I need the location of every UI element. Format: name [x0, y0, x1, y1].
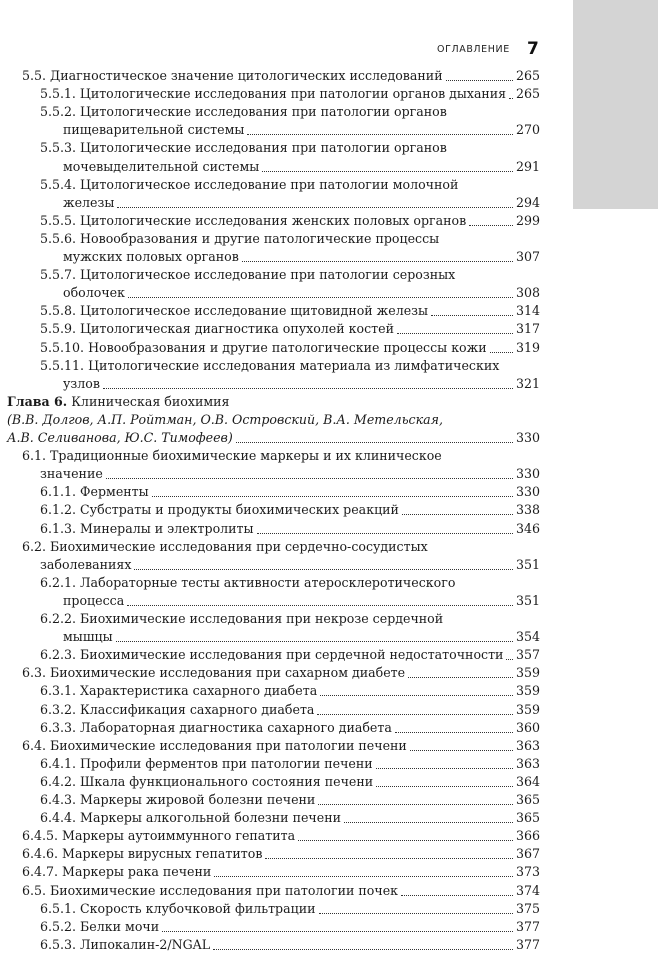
toc-entry-title — [40, 357, 499, 375]
toc-page-number: 265 — [515, 86, 540, 102]
toc-entry-title — [22, 882, 398, 900]
toc-entry-title — [40, 339, 487, 357]
toc-entry — [40, 230, 540, 248]
toc-page-number: 294 — [515, 194, 540, 210]
toc-entry-text: железы — [63, 194, 115, 210]
toc-entry-title — [40, 900, 316, 918]
toc-entry-title — [40, 212, 466, 230]
dot-leader — [247, 134, 513, 135]
toc-page-number: 375 — [515, 900, 540, 916]
toc-entry — [40, 357, 540, 375]
toc-entry-text: узлов — [63, 375, 100, 391]
toc-entry — [40, 520, 540, 538]
toc-entry — [63, 284, 540, 302]
dot-leader — [509, 98, 513, 99]
toc-entry-text: 6.2.1. Лабораторные тесты активности атеросклеротического — [40, 574, 456, 590]
toc-page-number: 351 — [515, 556, 540, 572]
toc-entry-title — [40, 936, 210, 954]
toc-page-number: 364 — [515, 773, 540, 789]
toc-page-number: 359 — [515, 665, 540, 681]
toc-entry-text: значение — [40, 466, 103, 482]
toc-entry-text: 6.4. Биохимические исследования при патологии печени — [22, 737, 407, 753]
toc-entry-title — [40, 520, 254, 538]
toc-page-number: 321 — [515, 375, 540, 391]
dot-leader — [152, 496, 513, 497]
toc-entry-title — [40, 701, 314, 719]
dot-leader — [395, 732, 513, 733]
toc-entry-text: мужских половых органов — [63, 249, 239, 264]
toc-page-number: 359 — [515, 683, 540, 699]
toc-entry-title — [40, 918, 159, 936]
toc-entry — [40, 320, 540, 338]
toc-entry-text: 6.3.1. Характеристика сахарного диабета — [40, 683, 318, 699]
toc-page-number: 299 — [515, 212, 540, 228]
toc-entry — [63, 121, 540, 139]
dot-leader — [262, 171, 513, 172]
toc-entry — [40, 610, 540, 628]
dot-leader — [397, 333, 513, 334]
toc-entry — [22, 447, 540, 465]
toc-entry — [40, 646, 540, 664]
toc-page-number: 374 — [515, 882, 540, 898]
table-of-contents — [0, 63, 658, 952]
toc-entry-title — [40, 809, 341, 827]
toc-entry-text: 6.5.2. Белки мочи — [40, 918, 160, 934]
toc-entry-title — [40, 682, 317, 700]
dot-leader — [265, 858, 513, 859]
toc-entry-text: пищеварительной системы — [63, 122, 245, 138]
dot-leader — [469, 225, 513, 226]
dot-leader — [431, 315, 513, 316]
toc-entry-text: 5.5.11. Цитологические исследования материала из лимфатических — [40, 357, 500, 373]
dot-leader — [317, 714, 513, 715]
toc-entry — [40, 212, 540, 230]
toc-entry — [22, 882, 540, 900]
toc-entry-title — [40, 176, 458, 194]
toc-entry-text: 6.1.1. Ферменты — [40, 484, 149, 500]
toc-entry — [40, 501, 540, 519]
toc-entry-title — [40, 103, 447, 121]
toc-page-number: 377 — [515, 936, 540, 952]
running-header-title: ОГЛАВЛЕНИЕ — [437, 44, 510, 55]
toc-entry-text: заболеваниях — [40, 556, 132, 572]
toc-entry — [63, 158, 540, 176]
toc-entry-text: 6.4.7. Маркеры рака печени — [22, 864, 212, 880]
dot-leader — [117, 207, 513, 208]
dot-leader — [116, 641, 513, 642]
toc-entry-text: 5.5.2. Цитологические исследования при патологии органов — [40, 104, 447, 120]
toc-entry — [40, 139, 540, 157]
dot-leader — [214, 876, 513, 877]
toc-entry-title — [22, 827, 295, 845]
dot-leader — [134, 569, 513, 570]
toc-entry-text: 5.5.9. Цитологическая диагностика опухолей костей — [40, 321, 394, 337]
toc-entry-title — [22, 67, 443, 85]
toc-entry-text: 5.5.8. Цитологическое исследование щитовидной железы — [40, 303, 429, 319]
dot-leader — [446, 80, 513, 81]
toc-entry — [40, 900, 540, 918]
toc-entry-text: мочевыделительной системы — [63, 158, 260, 174]
toc-entry — [40, 339, 540, 357]
toc-page-number: 359 — [515, 701, 540, 717]
toc-page-number: 366 — [515, 828, 540, 844]
toc-entry-text: 6.4.6. Маркеры вирусных гепатитов — [22, 846, 263, 862]
toc-entry — [40, 936, 540, 954]
toc-entry — [40, 465, 540, 483]
toc-entry-text: 6.5. Биохимические исследования при патологии почек — [22, 882, 399, 898]
toc-entry-title — [22, 447, 442, 465]
dot-leader — [401, 895, 513, 896]
toc-entry-text: 5.5.10. Новообразования и другие патологические процессы кожи — [40, 339, 487, 355]
toc-page-number: 291 — [515, 158, 540, 174]
page-number: 7 — [527, 39, 539, 59]
toc-entry — [63, 194, 540, 212]
toc-entry-text: 5.5.4. Цитологическое исследование при патологии молочной — [40, 176, 459, 192]
toc-entry-text: 6.4.2. Шкала функционального состояния печени — [40, 773, 374, 789]
toc-page-number: 330 — [515, 430, 540, 445]
toc-entry-text: 6.2. Биохимические исследования при сердечно-сосудистых — [22, 538, 428, 554]
toc-page-number: 319 — [515, 339, 540, 355]
dot-leader — [257, 533, 513, 534]
toc-entry — [40, 302, 540, 320]
toc-page-number: 360 — [515, 719, 540, 735]
toc-entry-text: 6.5.1. Скорость клубочковой фильтрации — [40, 900, 316, 916]
toc-page-number: 373 — [515, 864, 540, 880]
toc-entry — [40, 918, 540, 936]
toc-entry — [63, 375, 540, 393]
toc-page-number: 330 — [515, 484, 540, 500]
toc-entry-text: 5.5.7. Цитологическое исследование при патологии серозных — [40, 267, 456, 283]
dot-leader — [320, 695, 513, 696]
toc-entry — [7, 393, 540, 411]
toc-page-number: 338 — [515, 502, 540, 518]
toc-entry-title — [7, 411, 443, 429]
toc-entry-title — [40, 556, 131, 574]
toc-entry-title — [40, 755, 373, 773]
toc-entry-text: 5.5.1. Цитологические исследования при патологии органов дыхания — [40, 86, 507, 102]
toc-entry-title — [63, 375, 100, 393]
page-header — [0, 40, 658, 62]
toc-entry-title — [40, 139, 447, 157]
toc-page-number: 377 — [515, 918, 540, 934]
toc-entry-text: 6.3.2. Классификация сахарного диабета — [40, 701, 315, 717]
toc-entry-title — [7, 429, 233, 447]
toc-entry-title — [40, 85, 506, 103]
toc-entry-text: оболочек — [63, 285, 125, 301]
toc-entry-title — [22, 845, 262, 863]
toc-entry-text: 6.3. Биохимические исследования при сахарном диабете — [22, 665, 406, 681]
dot-leader — [103, 388, 513, 389]
toc-entry-text: 6.4.1. Профили ферментов при патологии печени — [40, 755, 373, 771]
toc-entry — [7, 411, 540, 429]
toc-entry-title — [63, 194, 114, 212]
toc-page-number: 265 — [515, 68, 540, 83]
toc-entry — [22, 845, 540, 863]
toc-entry-title — [40, 465, 103, 483]
toc-page-number: 365 — [515, 810, 540, 826]
dot-leader — [402, 514, 513, 515]
toc-entry — [63, 628, 540, 646]
toc-entry-title — [63, 592, 124, 610]
dot-leader — [410, 750, 513, 751]
chapter-label: Глава 6. — [7, 393, 68, 409]
toc-entry — [40, 483, 540, 501]
toc-entry-text: 6.4.3. Маркеры жировой болезни печени — [40, 792, 316, 807]
toc-entry — [40, 103, 540, 121]
dot-leader — [298, 840, 513, 841]
toc-entry-title — [63, 284, 125, 302]
toc-entry — [22, 737, 540, 755]
toc-entry-title — [40, 230, 439, 248]
toc-entry-title — [22, 737, 407, 755]
toc-entry — [40, 176, 540, 194]
toc-entry — [40, 85, 540, 103]
toc-entry — [40, 556, 540, 574]
dot-leader — [106, 478, 513, 479]
toc-entry — [63, 248, 540, 266]
dot-leader — [236, 442, 513, 443]
toc-entry-text: 6.2.2. Биохимические исследования при некрозе сердечной — [40, 611, 444, 626]
toc-entry-title — [40, 483, 149, 501]
toc-entry — [22, 538, 540, 556]
dot-leader — [242, 261, 513, 262]
toc-entry — [22, 67, 540, 85]
toc-page-number: 363 — [515, 755, 540, 771]
toc-entry — [40, 701, 540, 719]
toc-entry-text: 6.1.3. Минералы и электролиты — [40, 520, 254, 536]
dot-leader — [162, 931, 513, 932]
toc-entry-title — [40, 610, 443, 628]
toc-entry-title — [40, 501, 399, 519]
dot-leader — [376, 786, 513, 787]
toc-entry — [22, 827, 540, 845]
dot-leader — [490, 352, 513, 353]
toc-page-number: 308 — [515, 285, 540, 301]
toc-entry-text: (В.В. Долгов, А.П. Ройтман, О.В. Островский, В.А. Метельская, — [7, 411, 443, 427]
toc-entry-title — [40, 773, 373, 791]
toc-page-number: 365 — [515, 792, 540, 807]
toc-page-number: 317 — [515, 321, 540, 337]
toc-entry — [40, 574, 540, 592]
toc-page-number: 307 — [515, 249, 540, 264]
toc-entry — [22, 664, 540, 682]
toc-entry-text: 5.5.3. Цитологические исследования при патологии органов — [40, 140, 447, 156]
toc-entry — [40, 773, 540, 791]
toc-entry-text: 6.3.3. Лабораторная диагностика сахарного диабета — [40, 719, 392, 735]
toc-entry-title — [63, 628, 113, 646]
toc-page-number: 346 — [515, 520, 540, 536]
toc-entry-title — [40, 719, 392, 737]
toc-page-number: 314 — [515, 303, 540, 319]
toc-entry-title — [22, 538, 428, 556]
dot-leader — [344, 822, 513, 823]
toc-entry-title — [40, 791, 315, 809]
toc-page-number: 351 — [515, 592, 540, 608]
toc-page-number: 363 — [515, 737, 540, 753]
toc-entry-title — [40, 320, 394, 338]
toc-entry-text: 5.5. Диагностическое значение цитологических исследований — [22, 68, 443, 83]
toc-page-number: 357 — [515, 647, 540, 663]
toc-entry-title — [40, 574, 455, 592]
dot-leader — [318, 804, 513, 805]
toc-entry — [63, 592, 540, 610]
toc-entry — [22, 863, 540, 881]
toc-entry — [40, 266, 540, 284]
toc-entry-text: 5.5.5. Цитологические исследования женских половых органов — [40, 212, 467, 228]
dot-leader — [213, 949, 513, 950]
toc-entry-title — [63, 248, 239, 266]
toc-entry-text: мышцы — [63, 629, 113, 645]
toc-entry-text: Клиническая биохимия — [67, 393, 230, 409]
toc-entry — [40, 809, 540, 827]
dot-leader — [319, 913, 513, 914]
toc-entry-text: 6.1.2. Субстраты и продукты биохимических реакций — [40, 502, 399, 518]
toc-entry — [40, 719, 540, 737]
toc-entry-title — [40, 646, 503, 664]
dot-leader — [506, 659, 513, 660]
toc-entry-text: 5.5.6. Новообразования и другие патологические процессы — [40, 230, 440, 246]
dot-leader — [376, 768, 513, 769]
toc-entry-text: процесса — [63, 592, 125, 608]
toc-entry — [40, 791, 540, 809]
toc-entry — [7, 429, 540, 447]
toc-entry-text: 6.4.4. Маркеры алкогольной болезни печени — [40, 810, 341, 826]
toc-entry-text: 6.4.5. Маркеры аутоиммунного гепатита — [22, 828, 296, 844]
dot-leader — [128, 297, 513, 298]
toc-entry-title — [7, 393, 229, 411]
toc-entry-text: 6.5.3. Липокалин-2/NGAL — [40, 936, 211, 952]
toc-entry-title — [63, 158, 259, 176]
toc-page-number: 367 — [515, 846, 540, 862]
toc-entry-text: А.В. Селиванова, Ю.С. Тимофеев) — [7, 430, 233, 445]
toc-entry — [40, 682, 540, 700]
toc-entry-title — [22, 863, 211, 881]
dot-leader — [408, 677, 513, 678]
toc-entry-text: 6.1. Традиционные биохимические маркеры и их клиническое — [22, 448, 442, 464]
toc-page-number: 330 — [515, 466, 540, 482]
toc-entry — [40, 755, 540, 773]
toc-entry-text: 6.2.3. Биохимические исследования при сердечной недостаточности — [40, 647, 504, 663]
dot-leader — [127, 605, 513, 606]
toc-entry-title — [63, 121, 244, 139]
toc-entry-title — [40, 266, 455, 284]
toc-entry-title — [22, 664, 405, 682]
toc-page-number: 354 — [515, 629, 540, 645]
toc-page-number: 270 — [515, 122, 540, 138]
toc-entry-title — [40, 302, 428, 320]
